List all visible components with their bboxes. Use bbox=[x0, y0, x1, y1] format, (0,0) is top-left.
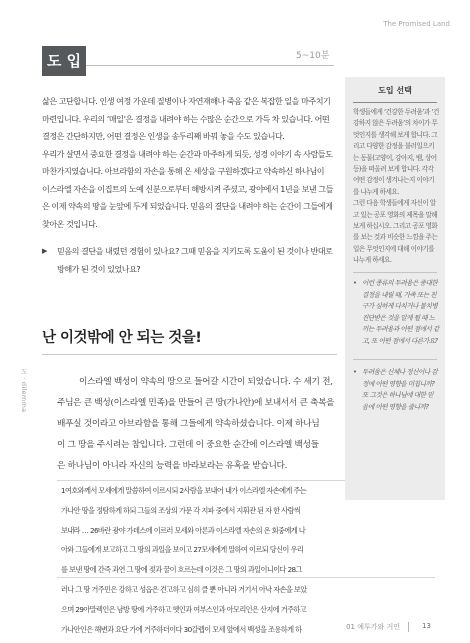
footer-chapter: 01 예투가와 거인 bbox=[346, 623, 400, 631]
side-label: 도 ⋅ dilemma bbox=[20, 368, 28, 413]
sidebar-bullet-line: 정에 어떤 영향을 미칩니까? bbox=[362, 379, 435, 388]
sidebar-bullet-item bbox=[353, 278, 441, 348]
sidebar-line: 리고 다양한 감정을 불러일으키 bbox=[353, 142, 435, 151]
reference-line: 가나안인은 해변과 요단 가에 거주하더이다 30갈렙이 모세 앞에서 백성을 조용하게 하 bbox=[61, 624, 302, 634]
sidebar-bullet-line: 또 그것은 하나님에 대한 믿 bbox=[362, 391, 433, 400]
sidebar-line: 엇인지를 생각해 보게 합니다. 그 bbox=[353, 130, 438, 139]
scripture-line: 은 하나님이 아니라 자신의 능력을 바라보라는 유혹을 받습니다. bbox=[57, 461, 288, 471]
footer-separator bbox=[408, 622, 409, 632]
page-number: 13 bbox=[422, 622, 431, 630]
heading-divider bbox=[42, 354, 337, 355]
section-time: 5~10분 bbox=[296, 51, 330, 61]
sidebar-line: 는 동물(고양이, 강아지, 뱀, 상어 bbox=[353, 153, 437, 162]
sidebar-bullet-line: 끼는 두려움과 어떤 점에서 같 bbox=[362, 325, 439, 334]
reference-line: 가나안 땅을 정탐하게 하되 그들의 조상의 가문 각 지파 중에서 지휘관 된 자 한 사람씩 bbox=[61, 505, 301, 515]
sidebar-bullet-line: 구가 심하게 다치거나 불치병 bbox=[362, 302, 438, 311]
sidebar-divider bbox=[353, 272, 437, 273]
sidebar-line: 일은 무엇인지에 대해 이야기를 bbox=[353, 244, 435, 253]
sidebar-bullet-line: 두려움은 신체나 정신이나 감 bbox=[362, 368, 438, 376]
section-divider bbox=[86, 65, 334, 66]
sidebar-line: 보게 하십시오. 그리고 공포 영화 bbox=[353, 222, 438, 231]
intro-line: 마찬가지였습니다. 아브라함의 자손을 통해 온 세상을 구원하겠다고 약속하신 하나님이 bbox=[42, 166, 325, 176]
sidebar-title-divider bbox=[353, 102, 437, 103]
sidebar-bullet-line: 진단받은 것을 알게 될 때 느 bbox=[362, 313, 435, 322]
sidebar-bullet-line: 고, 또 어떤 점에서 다른가요? bbox=[362, 336, 438, 345]
bullet-dot-icon: • bbox=[353, 279, 357, 287]
bullet-dot-icon: • bbox=[353, 368, 357, 376]
sidebar-body bbox=[353, 107, 439, 267]
running-head: The Promised Land bbox=[383, 20, 450, 28]
page-footer bbox=[0, 622, 470, 634]
sidebar-bullet-line: 음에 어떤 영향을 줍니까? bbox=[362, 402, 429, 411]
sidebar-bullet-line: 결정을 내릴 때, 가족 또는 친 bbox=[362, 290, 437, 299]
sidebar-line: 나누게 하세요. bbox=[353, 256, 392, 265]
sidebar-line: 그런 다음 학생들에게 자신이 알 bbox=[353, 199, 436, 208]
lesson-heading: 난 이것밖에 안 되는 것을! bbox=[42, 330, 202, 346]
sidebar-line: 고 있는 공포 영화의 제목을 말해 bbox=[353, 210, 438, 219]
sidebar-line: 강하지 않은 두려움’의 차이가 무 bbox=[353, 119, 438, 128]
triangle-bullet-icon: ▶ bbox=[42, 247, 47, 255]
reference-line: 1여호와께서 모세에게 말씀하여 이르시되 2사람을 보내어 내가 이스라엘 자손에게 주는 bbox=[61, 486, 307, 495]
scripture-line: 배푸실 것이라고 아브라함을 통해 그들에게 약속하셨습니다. 이제 하나님 bbox=[57, 419, 320, 429]
question-line: 방해가 된 것이 있었나요? bbox=[57, 263, 141, 274]
intro-line: 결정은 간단하지만, 어떤 결정은 인생을 송두리째 바꿔 놓을 수도 있습니다. bbox=[42, 131, 285, 141]
question-line: 믿음의 결단을 내렸던 경험이 있나요? 그때 믿음을 지키도록 도움이 된 것이나 반대로 bbox=[57, 246, 333, 256]
reference-line: 으며 29아말렉인은 남방 땅에 거주하고 헷인과 여부스인과 아모리인은 산지에 거주하고 bbox=[61, 604, 307, 614]
reference-line: 를 보낸 땅에 간즉 과연 그 땅에 젖과 꿀이 흐르는데 이것은 그 땅의 과일이니이다 28그 bbox=[61, 565, 302, 575]
scripture-line: 주님은 큰 백성(이스라엘 민족)을 만들어 큰 땅(가나안)에 보내서서 큰 축복을 bbox=[57, 398, 335, 408]
reference-line: 러나 그 땅 거주민은 강하고 성읍은 견고하고 심히 클 뿐 아니라 거기서 아낙 자손을 보았 bbox=[61, 584, 307, 594]
intro-line: 우리가 살면서 중요한 결정을 내려야 하는 순간과 마주하게 되듯, 성경 이야기 속 사람들도 bbox=[42, 148, 333, 159]
intro-line: 찾아온 것입니다. bbox=[42, 218, 98, 229]
reference-line: 아와 그들에게 보고하고 그 땅의 과일을 보이고 27모세에게 말하여 이르되 당신이 우리 bbox=[61, 545, 304, 555]
reference-line: 보내라 … 26바란 광야 가데스에 이르러 모세와 아론과 이스라엘 자손의 온 회중에게 나 bbox=[61, 525, 306, 535]
sidebar-line: 학생들에게 ‘건강한 두려움’과 ‘건 bbox=[353, 108, 439, 116]
intro-line: 삶은 고단합니다. 인생 여정 가운데 질병이나 자연재해나 죽음 같은 복잡한 일을 마주치기 bbox=[42, 96, 331, 106]
sidebar-line: 를 보는 것과 비슷한 느낌을 주는 bbox=[353, 233, 438, 242]
intro-line: 은 이제 약속의 땅을 눈앞에 두게 되었습니다. 믿음의 결단을 내려야 하는 순간이 그들에게 bbox=[42, 201, 333, 211]
sidebar-divider bbox=[353, 359, 437, 360]
sidebar-panel bbox=[345, 77, 445, 500]
discussion-question bbox=[42, 243, 337, 278]
sidebar-line: 를 나누게 하세요. bbox=[353, 187, 399, 196]
sidebar-bullet-item bbox=[353, 367, 441, 413]
sidebar-line: 등)을 떠올려 보게 합니다. 각각 bbox=[353, 165, 434, 174]
section-tab: 도 입 bbox=[42, 46, 86, 76]
sidebar-bullet-line: 이런 종류의 두려움은 중대한 bbox=[362, 279, 438, 287]
sidebar-line: 어떤 감정이 생겨나는지 이야기 bbox=[353, 176, 435, 185]
intro-line: 이스라엘 자손을 이집트의 노예 신분으로부터 해방시켜 주셨고, 광야에서 1년을 보낸 그들 bbox=[42, 183, 333, 194]
scripture-line: 이스라엘 백성이 약속의 땅으로 들어갈 시간이 되었습니다. 수 세기 전, bbox=[79, 377, 333, 387]
scripture-line: 이 그 땅을 주시려는 참입니다. 그런데 이 중요한 순간에 이스라엘 백성들 bbox=[57, 440, 319, 450]
sidebar-title: 도입 선택 bbox=[378, 86, 412, 95]
intro-line: 마련입니다. 우리의 ‘매일’은 결정을 내려야 하는 수많은 순간으로 가득 차 있습니다. 어떤 bbox=[42, 113, 330, 124]
